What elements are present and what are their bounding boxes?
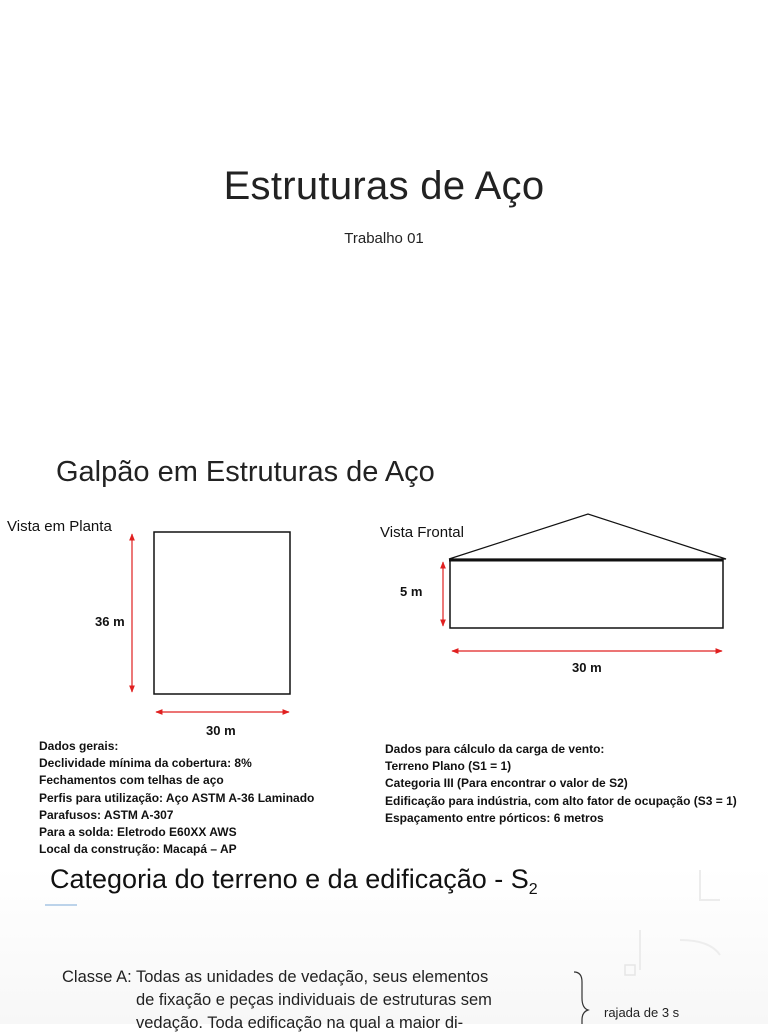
faint-watermark-icon [620,860,730,980]
general-data-block [39,738,314,858]
wind-data-block [385,741,737,827]
gust-note: rajada de 3 s [604,1005,680,1020]
class-line: vedação. Toda edificação na qual a maior di- [136,1014,464,1032]
general-data-heading: Dados gerais: [39,739,119,753]
plan-view-label: Vista em Planta [7,518,112,535]
wind-data-line: Espaçamento entre pórticos: 6 metros [385,810,604,825]
general-data-line: Parafusos: ASTM A-307 [39,807,174,822]
plan-outline [154,532,290,694]
general-data-line: Fechamentos com telhas de aço [39,773,224,788]
title-underline-accent [45,904,77,906]
wind-data-line: Categoria III (Para encontrar o valor de S2) [385,776,628,791]
class-line: Classe A: Todas as unidades de vedação, seus elementos [62,968,489,986]
plan-width-label: 30 m [206,723,236,738]
general-data-line: Declividade mínima da cobertura: 8% [39,756,252,771]
front-view-label: Vista Frontal [380,524,464,541]
slide3-title-subscript: 2 [528,881,538,898]
general-data-line: Para a solda: Eletrodo E60XX AWS [39,825,237,840]
wind-data-heading: Dados para cálculo da carga de vento: [385,742,605,756]
front-width-label: 30 m [572,660,602,675]
front-outline [450,560,723,628]
wind-data-line: Terreno Plano (S1 = 1) [385,759,512,774]
general-data-line: Local da construção: Macapá – AP [39,842,237,857]
slide-subtitle: Trabalho 01 [344,230,424,247]
front-roof [449,514,726,559]
slide3-title-text: Categoria do terreno e da edificação - S [50,864,529,894]
general-data-line: Perfis para utilização: Aço ASTM A-36 Laminado [39,790,315,805]
slide2-title: Galpão em Estruturas de Aço [56,456,435,488]
plan-length-label: 36 m [95,614,125,629]
wind-data-line: Edificação para indústria, com alto fator de ocupação (S3 = 1) [385,793,737,808]
brace-icon [560,970,600,1024]
class-line: de fixação e peças individuais de estruturas sem [136,991,492,1009]
slide-title: Estruturas de Aço [223,164,545,208]
slide3-title [50,864,538,898]
front-height-label: 5 m [400,584,423,599]
